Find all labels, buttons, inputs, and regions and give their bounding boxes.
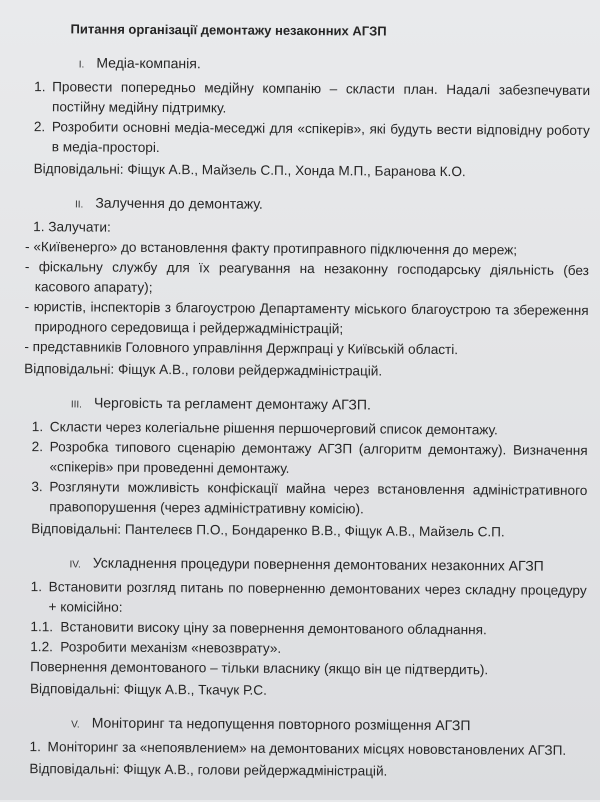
section-2-responsible: Відповідальні: Фіщук А.В., голови рейдержадміністрацій. bbox=[24, 361, 383, 379]
section-2-heading: Залучення до демонтажу. bbox=[95, 194, 263, 212]
item-number: 3. bbox=[31, 479, 43, 495]
section-4-heading: Ускладнення процедури повернення демонтованих незаконних АГЗП bbox=[92, 554, 544, 574]
section-5-item-1 bbox=[22, 737, 586, 761]
section-2-numeral: II. bbox=[74, 199, 84, 211]
section-4-responsible: Відповідальні: Фіщук А.В., Ткачук Р.С. bbox=[29, 681, 267, 698]
section-5-numeral: V. bbox=[71, 719, 80, 731]
section-4-item-1 bbox=[22, 577, 586, 621]
section-2-header bbox=[25, 192, 589, 219]
section-1 bbox=[26, 52, 591, 183]
section-1-responsible: Відповідальні: Фіщук А.В., Майзель С.П., Хонда М.П., Баранова К.О. bbox=[33, 161, 466, 180]
section-5 bbox=[21, 712, 585, 783]
section-3-item-3 bbox=[23, 477, 587, 521]
item-text: Встановити високу ціну за повернення демонтованого обладнання. bbox=[60, 619, 487, 638]
item-number: 2. bbox=[31, 439, 44, 455]
section-3-numeral: III. bbox=[70, 399, 82, 411]
item-number: 2. bbox=[33, 119, 46, 135]
section-3-header bbox=[24, 392, 588, 419]
section-3 bbox=[23, 392, 588, 543]
section-2-dash-item-4: - представників Головного управління Держпраці у Київській області. bbox=[24, 339, 459, 358]
item-text: Розглянути можливість конфіскації майна через встановлення адміністративного правопорушення (через адміністративну комісію). bbox=[49, 479, 588, 517]
section-4-note: Повернення демонтованого – тільки власнику (якщо він це підтвердить). bbox=[30, 659, 489, 678]
item-text: Розробка типового сценарію демонтажу АГЗП (алгоритм демонтажу). Визначення «спікерів» при проведенні демонтажу. bbox=[49, 439, 588, 476]
document-title: Питання організації демонтажу незаконних АГЗП bbox=[70, 21, 387, 39]
item-number: 1. bbox=[34, 79, 46, 95]
section-3-item-2 bbox=[23, 437, 587, 481]
item-number: 1.1. bbox=[30, 619, 54, 635]
section-4-header bbox=[23, 552, 587, 579]
section-4-numeral: IV. bbox=[69, 559, 81, 571]
section-1-heading: Медіа-компанія. bbox=[96, 54, 201, 72]
section-5-heading: Моніторинг та недопущення повторного розміщення АГЗП bbox=[91, 714, 471, 734]
section-5-responsible: Відповідальні: Фіщук А.В., голови рейдержадміністрацій. bbox=[29, 761, 388, 779]
section-1-header bbox=[26, 52, 590, 79]
section-1-item-2 bbox=[26, 117, 590, 161]
section-4 bbox=[22, 552, 587, 703]
section-2-dash-item-2: - фіскальну службу для їх реагування на незаконну господарську діяльність (без касового апарату); bbox=[24, 259, 589, 295]
item-text: Розробити основні медіа-меседжі для «спікерів», які будуть вести відповідну роботу в медіа-просторі. bbox=[51, 119, 590, 156]
section-3-heading: Черговість та регламент демонтажу АГЗП. bbox=[93, 394, 371, 413]
section-2 bbox=[24, 192, 589, 383]
item-text: Моніторинг за «непоявлением» на демонтованих місцях нововстановлених АГЗП. bbox=[47, 739, 567, 758]
item-text: Встановити розгляд питань по поверненню демонтованих через складну процедуру + комісійно: bbox=[48, 579, 587, 615]
item-number: 1. bbox=[31, 419, 44, 435]
section-1-numeral: I. bbox=[78, 59, 85, 71]
section-5-header bbox=[22, 712, 586, 739]
item-text: Провести попередньо медійну компанію – скласти план. Надалі забезпечувати постійну медійну підтримку. bbox=[51, 79, 591, 116]
section-2-lead: 1. Залучати: bbox=[33, 219, 111, 235]
section-2-dash-item-3: - юристів, інспекторів з благоустрою Департаменту міського благоустрою та збереження природного середовища і рейдержадміністрацій; bbox=[24, 299, 589, 337]
section-3-responsible: Відповідальні: Пантелеєв П.О., Бондаренко В.В., Фіщук А.В., Майзель С.П. bbox=[31, 521, 505, 540]
item-number: 1. bbox=[29, 739, 41, 755]
section-2-dash-item-1: - «Київенерго» до встановлення факту протиправного підключення до мереж; bbox=[25, 239, 518, 258]
item-text: Розробити механізм «невозврату». bbox=[60, 639, 282, 656]
section-1-item-1 bbox=[26, 77, 590, 121]
item-text: Скласти через колегіальне рішення першочерговий список демонтажу. bbox=[49, 419, 498, 438]
item-number: 1.2. bbox=[30, 639, 54, 655]
item-number: 1. bbox=[30, 579, 43, 595]
